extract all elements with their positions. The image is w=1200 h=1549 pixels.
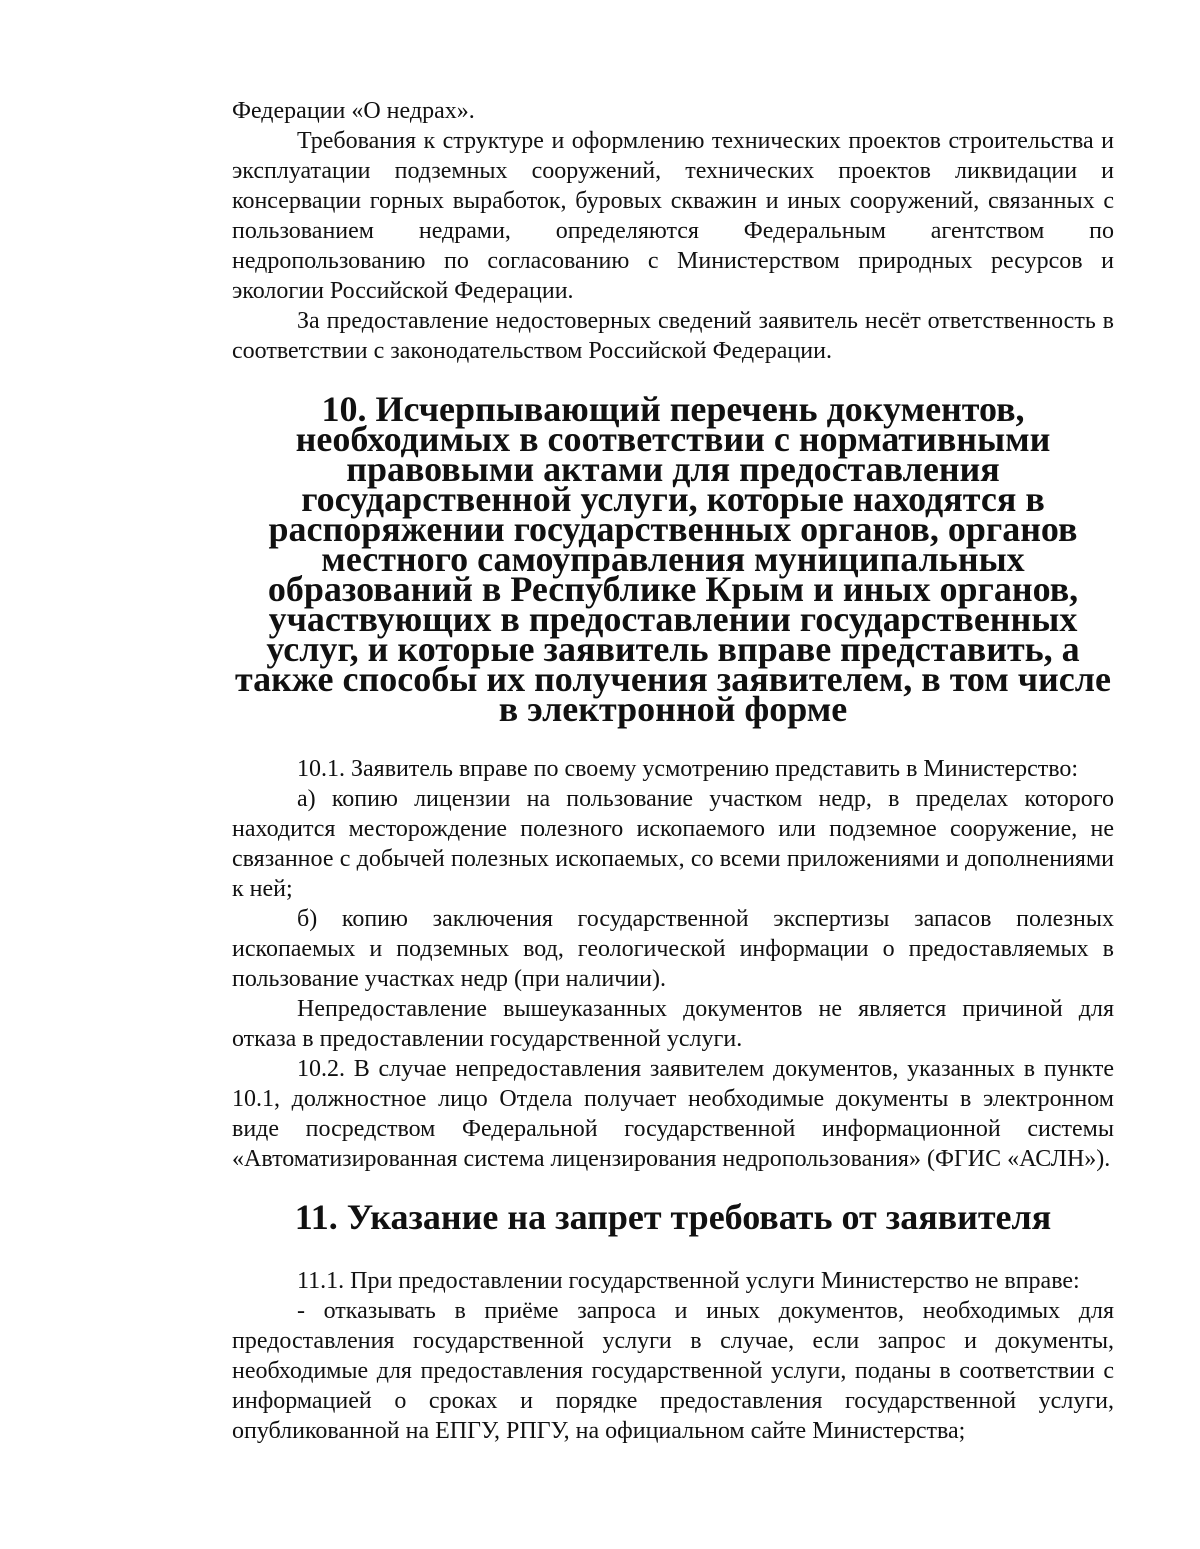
- paragraph-10-2: 10.2. В случае непредоставления заявителем документов, указанных в пункте 10.1, должностное лицо Отдела получает необходимые документы в электронном виде посредством Федеральной государственной информационной системы «Автоматизированная система лицензирования недропользования» (ФГИС «АСЛН»).: [232, 1056, 1114, 1172]
- paragraph-11-1-item: - отказывать в приёме запроса и иных документов, необходимых для предоставления государственной услуги в случае, если запрос и документы, необходимые для предоставления государственной услуги, поданы в соответствии с информацией о сроках и порядке предоставления государственной услуги, опубликованной на ЕПГУ, РПГУ, на официальном сайте Министерства;: [232, 1298, 1114, 1444]
- paragraph-11-1: 11.1. При предоставлении государственной услуги Министерство не вправе:: [297, 1268, 1080, 1294]
- paragraph-continuation: Федерации «О недрах».: [232, 98, 475, 124]
- paragraph-responsibility: За предоставление недостоверных сведений заявитель несёт ответственность в соответствии с законодательством Российской Федерации.: [232, 308, 1114, 364]
- paragraph-10-1-b: б) копию заключения государственной экспертизы запасов полезных ископаемых и подземных вод, геологической информации о предоставляемых в пользование участках недр (при наличии).: [232, 906, 1114, 992]
- paragraph-10-1-a: а) копию лицензии на пользование участком недр, в пределах которого находится месторождение полезного ископаемого или подземное сооружение, не связанное с добычей полезных ископаемых, со всеми приложениями и дополнениями к ней;: [232, 786, 1114, 902]
- document-page: [232, 96, 1114, 1446]
- section-10-heading: 10. Исчерпывающий перечень документов, необходимых в соответствии с нормативными правовыми актами для предоставления государственной услуги, которые находятся в распоряжении государственных органов, органов местного самоуправления муниципальных образований в Республике Крым и иных органов, участвующих в предоставлении государственных услуг, и которые заявитель вправе представить, а также способы их получения заявителем, в том числе в электронной форме: [235, 389, 1111, 729]
- paragraph-non-provision: Непредоставление вышеуказанных документов не является причиной для отказа в предоставлении государственной услуги.: [232, 996, 1114, 1052]
- spacer: [232, 1232, 1114, 1266]
- paragraph-requirements: Требования к структуре и оформлению технических проектов строительства и эксплуатации подземных сооружений, технических проектов ликвидации и консервации горных выработок, буровых скважин и иных сооружений, связанных с пользованием недрами, определяются Федеральным агентством по недропользованию по согласованию с Министерством природных ресурсов и экологии Российской Федерации.: [232, 128, 1114, 304]
- paragraph-10-1: 10.1. Заявитель вправе по своему усмотрению представить в Министерство:: [297, 756, 1079, 782]
- section-11-heading: 11. Указание на запрет требовать от заявителя: [294, 1197, 1052, 1237]
